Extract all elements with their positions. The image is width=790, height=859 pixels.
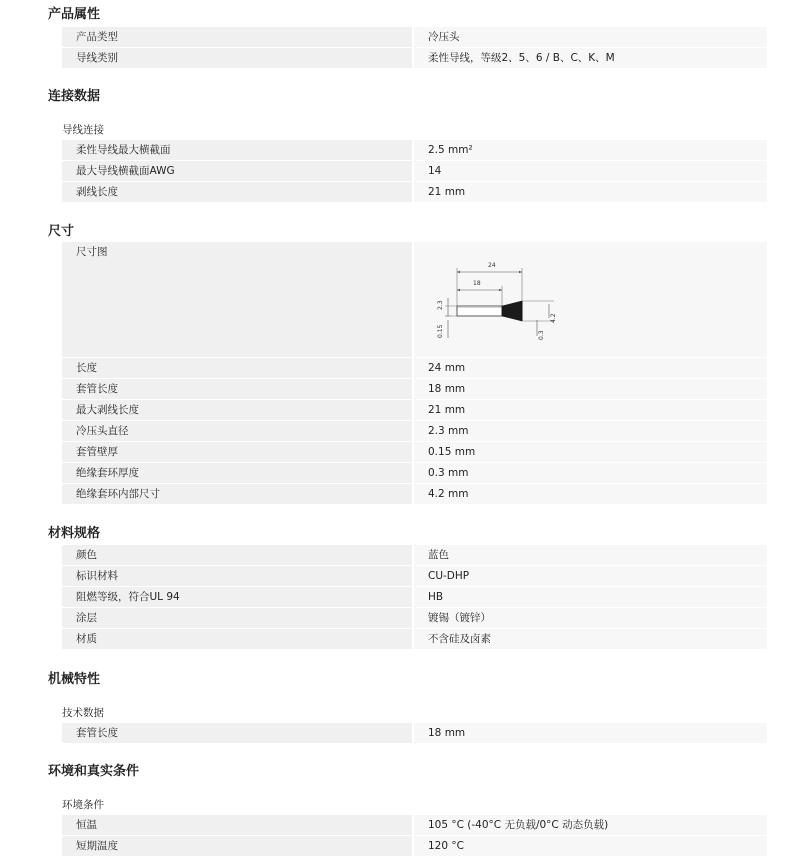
row-label: 绝缘套环厚度 (62, 463, 412, 483)
table-row-drawing (62, 242, 767, 358)
row-label: 阻燃等级，符合UL 94 (62, 587, 412, 607)
table-row (62, 48, 767, 69)
row-label: 标识材料 (62, 566, 412, 586)
dimensions-table (62, 242, 767, 505)
row-label: 最大剥线长度 (62, 400, 412, 420)
table-row (62, 182, 767, 203)
row-label: 剥线长度 (62, 182, 412, 202)
section-title-product: 产品属性 (48, 7, 101, 22)
row-value: 冷压头 (414, 27, 767, 47)
row-value: 不含硅及卤素 (414, 629, 767, 649)
row-label: 长度 (62, 358, 412, 378)
row-label: 套管长度 (62, 723, 412, 743)
dim-wall: 0.15 (437, 324, 444, 338)
dim-insulation: 0.3 (538, 330, 545, 340)
row-label: 柔性导线最大横截面 (62, 140, 412, 160)
dimension-drawing-cell (414, 242, 767, 357)
row-value: 105 °C (-40°C 无负载/0°C 动态负载) (414, 815, 767, 835)
row-label: 短期温度 (62, 836, 412, 856)
row-label: 尺寸图 (62, 242, 412, 357)
row-label: 最大导线横截面AWG (62, 161, 412, 181)
row-label: 材质 (62, 629, 412, 649)
dim-total-length: 24 (488, 262, 496, 269)
product-table (62, 27, 767, 69)
row-value: 蓝色 (414, 545, 767, 565)
row-value: CU-DHP (414, 566, 767, 586)
row-value: 镀锡（镀锌） (414, 608, 767, 628)
row-value: 18 mm (414, 379, 767, 399)
row-label: 涂层 (62, 608, 412, 628)
row-value: 18 mm (414, 723, 767, 743)
table-row (62, 608, 767, 629)
connection-table (62, 140, 767, 203)
subsection-title-environment: 环境条件 (62, 799, 104, 811)
table-row (62, 161, 767, 182)
table-row (62, 815, 767, 836)
table-row (62, 358, 767, 379)
dim-diameter: 2.3 (437, 300, 444, 310)
row-value: 0.15 mm (414, 442, 767, 462)
table-row (62, 723, 767, 744)
row-label: 产品类型 (62, 27, 412, 47)
table-row (62, 379, 767, 400)
row-value: 2.3 mm (414, 421, 767, 441)
row-value: 24 mm (414, 358, 767, 378)
mechanical-table (62, 723, 767, 744)
row-value: 4.2 mm (414, 484, 767, 504)
row-value: 柔性导线，等级2、5、6 / B、C、K、M (414, 48, 767, 68)
table-row (62, 27, 767, 48)
table-row (62, 442, 767, 463)
row-label: 套管壁厚 (62, 442, 412, 462)
row-label: 恒温 (62, 815, 412, 835)
row-value: 21 mm (414, 182, 767, 202)
environment-table (62, 815, 767, 857)
table-row (62, 400, 767, 421)
section-title-mechanical: 机械特性 (48, 672, 101, 687)
ferrule-dimension-drawing (418, 250, 568, 350)
table-row (62, 836, 767, 857)
subsection-title-connection: 导线连接 (62, 124, 104, 136)
row-value: HB (414, 587, 767, 607)
section-title-connection: 连接数据 (48, 89, 101, 104)
table-row (62, 629, 767, 650)
table-row (62, 566, 767, 587)
subsection-title-mechanical: 技术数据 (62, 707, 104, 719)
row-label: 套管长度 (62, 379, 412, 399)
table-row (62, 421, 767, 442)
dim-inner: 4.2 (550, 313, 557, 323)
table-row (62, 140, 767, 161)
row-label: 冷压头直径 (62, 421, 412, 441)
section-title-dimensions: 尺寸 (48, 224, 75, 239)
material-table (62, 545, 767, 650)
row-value: 21 mm (414, 400, 767, 420)
dim-sleeve-length: 18 (473, 280, 481, 287)
table-row (62, 587, 767, 608)
section-title-material: 材料规格 (48, 526, 101, 541)
row-value: 0.3 mm (414, 463, 767, 483)
row-label: 绝缘套环内部尺寸 (62, 484, 412, 504)
row-value: 120 °C (414, 836, 767, 856)
table-row (62, 463, 767, 484)
row-label: 颜色 (62, 545, 412, 565)
section-title-environment: 环境和真实条件 (48, 764, 140, 779)
table-row (62, 484, 767, 505)
row-label: 导线类别 (62, 48, 412, 68)
row-value: 14 (414, 161, 767, 181)
row-value: 2.5 mm² (414, 140, 767, 160)
table-row (62, 545, 767, 566)
